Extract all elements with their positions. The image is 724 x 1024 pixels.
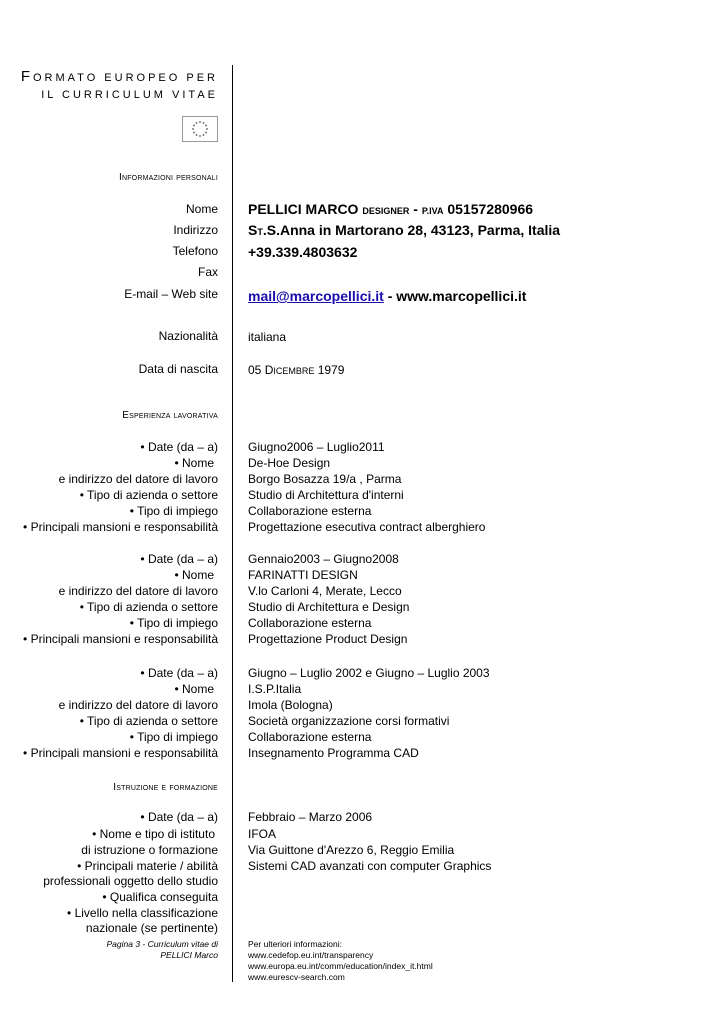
page-footer-line1: Pagina 3 - Curriculum vitae di (106, 939, 218, 949)
birth-label: Data di nascita (138, 362, 218, 376)
exp1-address: Borgo Bosazza 19/a , Parma (248, 472, 402, 486)
exp1-duties: Progettazione esecutiva contract alberghiero (248, 520, 486, 534)
address-label: Indirizzo (173, 223, 218, 237)
page-footer-line2: PELLICI Marco (160, 950, 218, 960)
exp3-duties-label: • Principali mansioni e responsabilità (23, 746, 218, 760)
exp1-duties-label: • Principali mansioni e responsabilità (23, 520, 218, 534)
exp3-date: Giugno – Luglio 2002 e Giugno – Luglio 2003 (248, 666, 490, 680)
exp3-name-label: • Nome (174, 682, 214, 696)
phone-value: +39.339.4803632 (248, 244, 358, 260)
address-value: ST.S.Anna in Martorano 28, 43123, Parma, Italia (248, 222, 561, 238)
edu-date: Febbraio – Marzo 2006 (248, 810, 373, 824)
footer-info-title: Per ulteriori informazioni: (248, 939, 343, 949)
exp3-company-type: Società organizzazione corsi formativi (248, 714, 450, 728)
section-title-experience: Esperienza lavorativa (122, 410, 218, 421)
exp1-name-label: • Nome (174, 456, 214, 470)
exp2-date-label: • Date (da – a) (140, 552, 218, 566)
cv-format-title-line2: IL CURRICULUM VITAE (41, 89, 218, 101)
edu-subjects-label2: professionali oggetto dello studio (43, 874, 218, 888)
email-link[interactable]: mail@marcopellici.it (248, 288, 384, 304)
exp3-address-label: e indirizzo del datore di lavoro (58, 698, 218, 712)
cv-format-title-line1: FORMATO EUROPEO PER (20, 68, 218, 85)
exp2-name: FARINATTI DESIGN (248, 568, 358, 582)
exp3-name: I.S.P.Italia (248, 682, 302, 696)
email-web-value (248, 288, 526, 304)
edu-subjects: Sistemi CAD avanzati con computer Graphics (248, 859, 492, 873)
edu-institute-address: Via Guittone d'Arezzo 6, Reggio Emilia (248, 843, 455, 857)
footer-info (248, 939, 433, 983)
eu-flag-icon (182, 116, 218, 142)
edu-date-label: • Date (da – a) (140, 810, 218, 824)
exp2-job-type-label: • Tipo di impiego (129, 616, 218, 630)
edu-level-label2: nazionale (se pertinente) (85, 921, 218, 935)
exp3-company-type-label: • Tipo di azienda o settore (79, 714, 218, 728)
exp1-date-label: • Date (da – a) (140, 440, 218, 454)
website-text: - www.marcopellici.it (387, 288, 527, 304)
exp1-job-type-label: • Tipo di impiego (129, 504, 218, 518)
edu-institute: IFOA (248, 827, 277, 841)
exp2-date: Gennaio2003 – Giugno2008 (248, 552, 399, 566)
exp1-company-type: Studio di Architettura d'interni (248, 488, 404, 502)
exp2-duties: Progettazione Product Design (248, 632, 408, 646)
footer-link-cedefop[interactable]: www.cedefop.eu.int/transparency (248, 950, 374, 960)
footer-link-eurescv[interactable]: www.eurescv-search.com (248, 972, 345, 982)
phone-label: Telefono (172, 244, 218, 258)
exp3-address: Imola (Bologna) (248, 698, 333, 712)
exp1-company-type-label: • Tipo di azienda o settore (79, 488, 218, 502)
name-value: PELLICI MARCO DESIGNER - P.IVA 05157280966 (248, 201, 534, 217)
exp1-name: De-Hoe Design (248, 456, 331, 470)
vertical-divider (232, 65, 233, 982)
name-label: Nome (185, 202, 218, 216)
exp2-company-type: Studio di Architettura e Design (248, 600, 410, 614)
section-title-personal: Informazioni personali (118, 172, 218, 183)
exp2-duties-label: • Principali mansioni e responsabilità (23, 632, 218, 646)
email-web-label: E-mail – Web site (124, 287, 218, 301)
section-title-education: Istruzione e formazione (113, 782, 218, 793)
exp2-name-label: • Nome (174, 568, 214, 582)
exp2-address-label: e indirizzo del datore di lavoro (58, 584, 218, 598)
edu-subjects-label: • Principali materie / abilità (77, 859, 218, 873)
edu-institute-label: • Nome e tipo di istituto (92, 827, 215, 841)
birth-value: 05 DICEMBRE 1979 (248, 363, 345, 377)
nationality-value: italiana (248, 330, 287, 344)
exp3-job-type-label: • Tipo di impiego (129, 730, 218, 744)
exp1-address-label: e indirizzo del datore di lavoro (58, 472, 218, 486)
edu-level-label: • Livello nella classificazione (67, 906, 218, 920)
exp2-address: V.lo Carloni 4, Merate, Lecco (248, 584, 402, 598)
exp2-company-type-label: • Tipo di azienda o settore (79, 600, 218, 614)
exp3-duties: Insegnamento Programma CAD (248, 746, 419, 760)
exp3-date-label: • Date (da – a) (140, 666, 218, 680)
fax-label: Fax (197, 265, 218, 279)
exp1-job-type: Collaborazione esterna (248, 504, 372, 518)
exp3-job-type: Collaborazione esterna (248, 730, 372, 744)
nationality-label: Nazionalità (158, 329, 218, 343)
footer-link-europa[interactable]: www.europa.eu.int/comm/education/index_it.html (248, 961, 433, 971)
edu-qualification-label: • Qualifica conseguita (102, 890, 218, 904)
exp2-job-type: Collaborazione esterna (248, 616, 372, 630)
exp1-date: Giugno2006 – Luglio2011 (248, 440, 385, 454)
edu-institute-label2: di istruzione o formazione (81, 843, 218, 857)
